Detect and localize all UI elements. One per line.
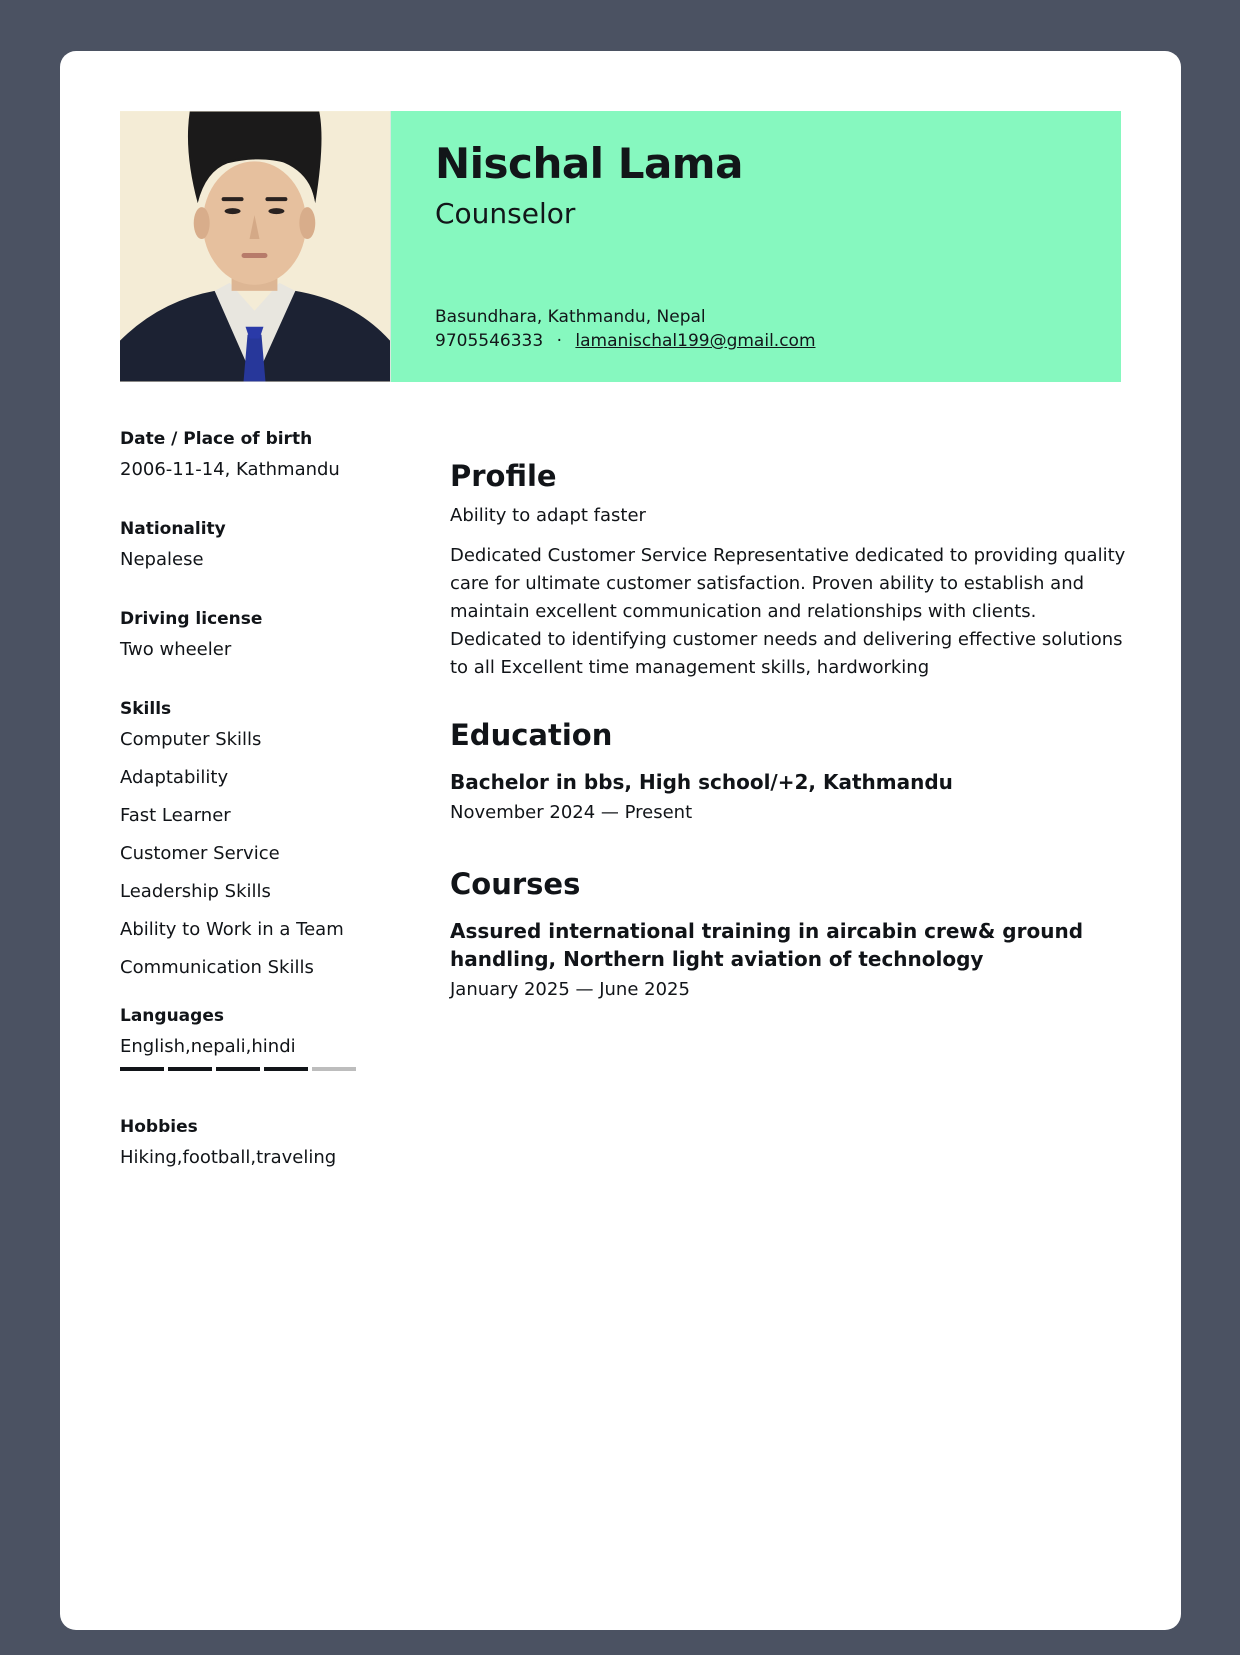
education-heading: Education <box>450 718 613 752</box>
nationality-label: Nationality <box>120 519 226 539</box>
profile-heading: Profile <box>450 459 557 493</box>
nationality-value: Nepalese <box>120 549 204 570</box>
language-level-meter <box>120 1067 390 1071</box>
resume-header <box>120 111 1121 382</box>
job-title: Counselor <box>435 197 576 230</box>
profile-section <box>450 459 1130 682</box>
language-level-segment <box>120 1067 164 1071</box>
language-level-segment <box>312 1067 356 1071</box>
courses-section <box>450 867 1130 1000</box>
contact-separator: · <box>556 331 562 351</box>
education-section <box>450 718 1130 823</box>
language-level-segment <box>216 1067 260 1071</box>
candidate-name: Nischal Lama <box>435 139 743 188</box>
birth-value: 2006-11-14, Kathmandu <box>120 459 340 480</box>
skill-item: Customer Service <box>120 843 280 864</box>
skill-item: Communication Skills <box>120 957 314 978</box>
hobbies-value: Hiking,football,traveling <box>120 1147 337 1168</box>
skill-item: Ability to Work in a Team <box>120 919 344 940</box>
languages-block <box>120 1006 390 1071</box>
email-link[interactable]: lamanischal199@gmail.com <box>575 331 816 351</box>
skill-item: Fast Learner <box>120 805 231 826</box>
birth-label: Date / Place of birth <box>120 429 313 449</box>
license-block <box>120 609 390 660</box>
skills-label: Skills <box>120 699 172 719</box>
license-label: Driving license <box>120 609 263 629</box>
profile-photo <box>120 111 391 382</box>
education-entry-date: November 2024 — Present <box>450 802 693 823</box>
language-level-segment <box>168 1067 212 1071</box>
profile-text: Dedicated Customer Service Representative dedicated to providing quality care for ultimate customer satisfaction. Proven ability to establish and maintain excellent communication and relationships with clients. Dedicated to identifying customer needs and delivering effective solutions to all Excellent time management skills, hardworking <box>450 545 1126 678</box>
main-content <box>450 459 1130 1036</box>
profile-subtitle: Ability to adapt faster <box>450 505 646 526</box>
course-entry-title: Assured international training in aircabin crew& ground handling, Northern light aviation of technology <box>450 919 1084 971</box>
header-info-panel <box>391 111 1121 382</box>
birth-block <box>120 429 390 480</box>
nationality-block <box>120 519 390 570</box>
contact-line <box>435 331 816 351</box>
languages-label: Languages <box>120 1006 224 1026</box>
address: Basundhara, Kathmandu, Nepal <box>435 307 706 327</box>
skills-block <box>120 699 390 980</box>
skill-item: Adaptability <box>120 767 229 788</box>
language-level-segment <box>264 1067 308 1071</box>
portrait-image <box>120 111 390 382</box>
hobbies-block <box>120 1117 390 1168</box>
skill-item: Computer Skills <box>120 729 262 750</box>
course-entry-date: January 2025 — June 2025 <box>450 979 690 1000</box>
hobbies-label: Hobbies <box>120 1117 198 1137</box>
education-entry-title: Bachelor in bbs, High school/+2, Kathmandu <box>450 770 953 794</box>
languages-value: English,nepali,hindi <box>120 1036 296 1057</box>
sidebar <box>120 429 390 1207</box>
courses-heading: Courses <box>450 867 581 901</box>
license-value: Two wheeler <box>120 639 232 660</box>
resume-page <box>60 51 1181 1630</box>
skill-item: Leadership Skills <box>120 881 271 902</box>
phone-number: 9705546333 <box>435 331 544 351</box>
